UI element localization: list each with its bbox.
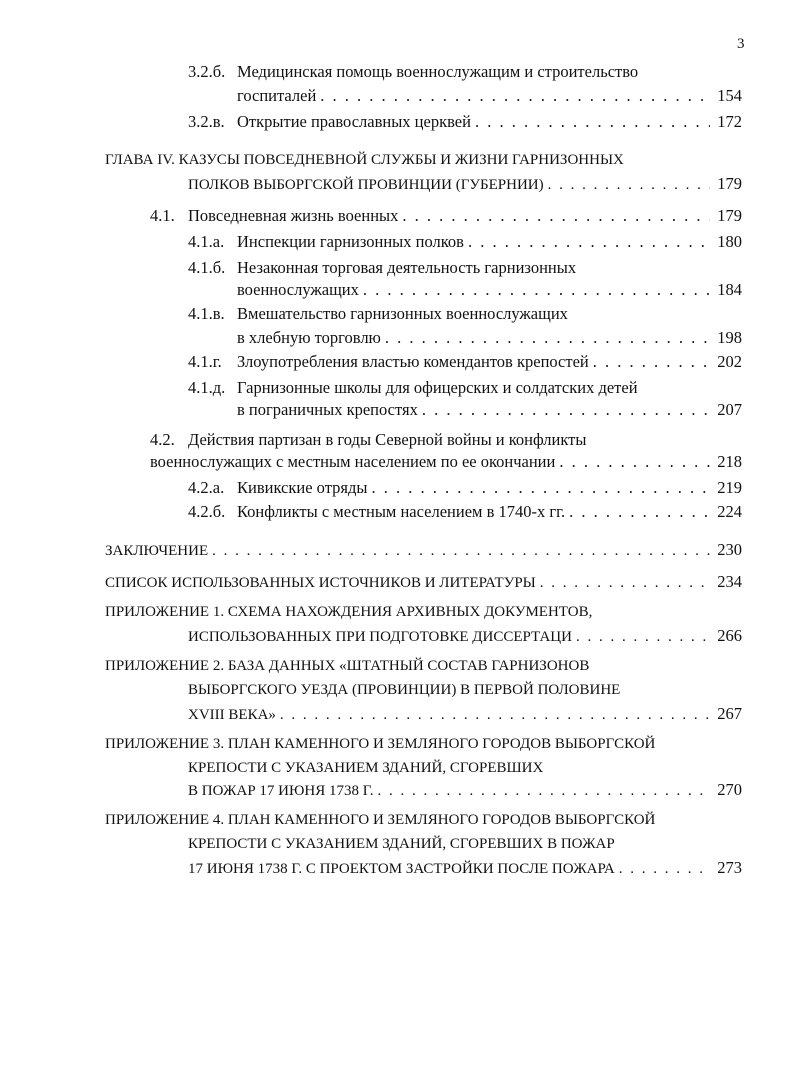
chapter-title-cont: ПОЛКОВ ВЫБОРГСКОЙ ПРОВИНЦИИ (ГУБЕРНИИ) <box>188 177 544 193</box>
leader-dots <box>468 230 710 254</box>
leader-dots <box>559 450 710 474</box>
leader-dots <box>371 476 710 500</box>
toc-page-number: 154 <box>717 86 742 105</box>
leader-dots <box>402 204 710 228</box>
appendix-title: ПРИЛОЖЕНИЕ 3. ПЛАН КАМЕННОГО И ЗЕМЛЯНОГО ГОРОДОВ ВЫБОРГСКОЙ <box>105 736 656 752</box>
toc-entry-title: Кивикские отряды <box>237 478 368 497</box>
leader-dots <box>540 571 710 595</box>
toc-entry-title-cont: госпиталей <box>237 86 317 105</box>
section-title: СПИСОК ИСПОЛЬЗОВАННЫХ ИСТОЧНИКОВ И ЛИТЕРАТУРЫ <box>105 575 536 591</box>
toc-page-number: 267 <box>717 704 742 723</box>
chapter-title: ГЛАВА IV. КАЗУСЫ ПОВСЕДНЕВНОЙ СЛУЖБЫ И ЖИЗНИ ГАРНИЗОННЫХ <box>105 152 624 168</box>
toc-entry-title: Конфликты с местным населением в 1740-х гг. <box>237 502 566 521</box>
toc-entry-number: 3.2.б. <box>188 62 226 81</box>
toc-page-number: 273 <box>717 858 742 877</box>
toc-entry-title: Повседневная жизнь военных <box>188 206 399 225</box>
leader-dots <box>475 110 710 134</box>
toc-entry-number: 4.2. <box>150 430 175 449</box>
toc-entry-number: 4.1.в. <box>188 304 225 323</box>
appendix-title-cont: КРЕПОСТИ С УКАЗАНИЕМ ЗДАНИЙ, СГОРЕВШИХ <box>188 760 544 776</box>
toc-entry-number: 4.1.а. <box>188 232 225 251</box>
section-title: ЗАКЛЮЧЕНИЕ <box>105 543 209 559</box>
leader-dots <box>576 625 710 649</box>
toc-entry-title: Инспекции гарнизонных полков <box>237 232 464 251</box>
toc-entry-number: 4.1.г. <box>188 352 222 371</box>
toc-entry-title: Медицинская помощь военнослужащим и строительство <box>237 62 639 81</box>
toc-page-number: 207 <box>717 400 742 419</box>
toc-page-number: 218 <box>717 452 742 471</box>
toc-entry-title-cont: военнослужащих <box>237 280 359 299</box>
appendix-title-cont: XVIII ВЕКА» <box>188 707 276 723</box>
leader-dots <box>363 278 710 302</box>
toc-entry-title-cont: в хлебную торговлю <box>237 328 381 347</box>
leader-dots <box>548 173 710 197</box>
toc-page-number: 179 <box>717 206 742 225</box>
toc-entry-title: Открытие православных церквей <box>237 112 471 131</box>
toc-entry-title: Вмешательство гарнизонных военнослужащих <box>237 304 568 323</box>
toc-entry-number: 4.2.б. <box>188 502 226 521</box>
appendix-title-cont: КРЕПОСТИ С УКАЗАНИЕМ ЗДАНИЙ, СГОРЕВШИХ В ПОЖАР <box>188 836 615 852</box>
toc-page-number: 202 <box>717 352 742 371</box>
appendix-title-cont: ВЫБОРГСКОГО УЕЗДА (ПРОВИНЦИИ) В ПЕРВОЙ ПОЛОВИНЕ <box>188 682 621 698</box>
toc-page-number: 184 <box>717 280 742 299</box>
toc-page-number: 219 <box>717 478 742 497</box>
leader-dots <box>385 326 710 350</box>
leader-dots <box>320 84 710 108</box>
toc-page-number: 266 <box>717 626 742 645</box>
toc-entry-title: Гарнизонные школы для офицерских и солдатских детей <box>237 378 638 397</box>
toc-page-number: 179 <box>717 174 742 193</box>
toc-page-number: 224 <box>717 502 742 521</box>
appendix-title-cont: В ПОЖАР 17 ИЮНЯ 1738 Г. <box>188 783 374 799</box>
toc-entry-number: 4.1. <box>150 206 175 225</box>
appendix-title-cont: ИСПОЛЬЗОВАННЫХ ПРИ ПОДГОТОВКЕ ДИССЕРТАЦИ <box>188 629 572 645</box>
toc-entry-title-cont: военнослужащих с местным населением по ее окончании <box>150 452 556 471</box>
toc-page-number: 230 <box>717 540 742 559</box>
leader-dots <box>619 857 710 881</box>
leader-dots <box>569 500 710 524</box>
toc-page-number: 270 <box>717 780 742 799</box>
toc-entry-title: Злоупотребления властью комендантов крепостей <box>237 352 589 371</box>
toc-entry-title: Действия партизан в годы Северной войны и конфликты <box>188 430 587 449</box>
appendix-title: ПРИЛОЖЕНИЕ 1. СХЕМА НАХОЖДЕНИЯ АРХИВНЫХ ДОКУМЕНТОВ, <box>105 604 593 620</box>
appendix-title-cont: 17 ИЮНЯ 1738 Г. С ПРОЕКТОМ ЗАСТРОЙКИ ПОСЛЕ ПОЖАРА <box>188 861 615 877</box>
leader-dots <box>377 779 710 803</box>
leader-dots <box>593 350 710 374</box>
leader-dots <box>422 398 710 422</box>
toc-entry-number: 4.1.б. <box>188 258 226 277</box>
leader-dots <box>212 539 710 563</box>
toc-page-number: 234 <box>717 572 742 591</box>
appendix-title: ПРИЛОЖЕНИЕ 2. БАЗА ДАННЫХ «ШТАТНЫЙ СОСТАВ ГАРНИЗОНОВ <box>105 658 590 674</box>
toc-entry-title-cont: в пограничных крепостях <box>237 400 418 419</box>
toc-entry-number: 4.2.а. <box>188 478 225 497</box>
page-number: 3 <box>737 36 745 52</box>
toc-page-number: 172 <box>717 112 742 131</box>
leader-dots <box>280 703 710 727</box>
appendix-title: ПРИЛОЖЕНИЕ 4. ПЛАН КАМЕННОГО И ЗЕМЛЯНОГО ГОРОДОВ ВЫБОРГСКОЙ <box>105 812 656 828</box>
toc-page-number: 180 <box>717 232 742 251</box>
toc-entry-title: Незаконная торговая деятельность гарнизонных <box>237 258 577 277</box>
toc-entry-number: 3.2.в. <box>188 112 225 131</box>
toc-page-number: 198 <box>717 328 742 347</box>
toc-entry-number: 4.1.д. <box>188 378 226 397</box>
